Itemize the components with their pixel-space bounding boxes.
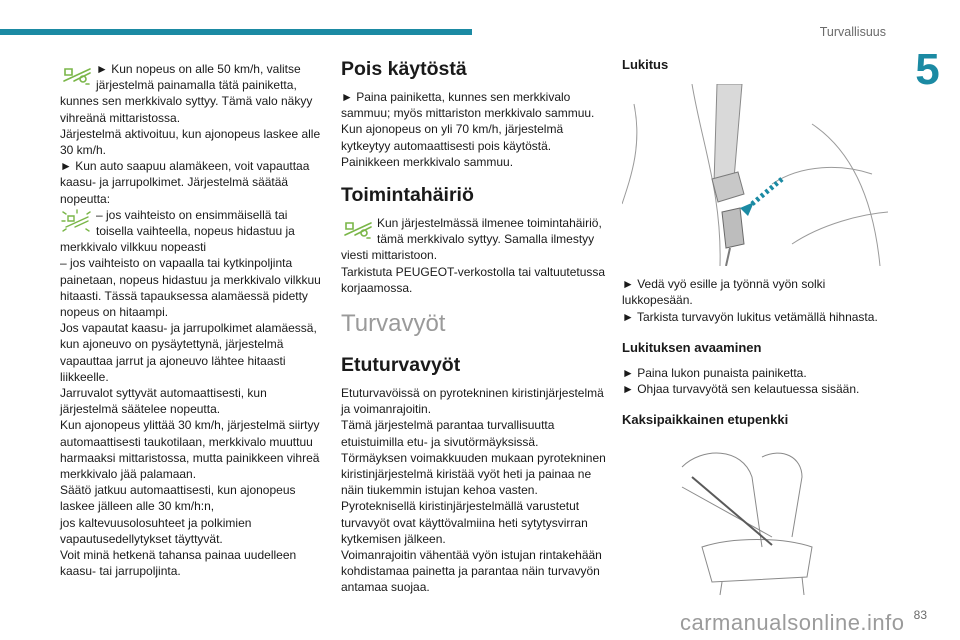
column-1 [60,61,326,580]
indicator-paragraph [60,207,326,239]
paragraph: merkkivalo vilkkuu nopeasti [60,240,207,255]
hill-descent-indicator-icon [60,61,94,89]
paragraph: Voit minä hetkenä tahansa painaa uudelleen kaasu- tai jarrupoljinta. [60,548,297,579]
text-line: Kun järjestelmässä ilmenee toimintahäiriö, [377,216,602,231]
paragraph: jos kaltevuusolosuhteet ja polkimien vapautusedellytykset täyttyvät. [60,515,252,546]
text-line: järjestelmä painamalla tätä painiketta, [96,78,297,93]
paragraph: ► Ohjaa turvavyötä sen kelautuessa sisään. [622,382,860,397]
bench-seat-illustration [622,437,888,597]
paragraph: Törmäyksen voimakkuuden mukaan pyrotekninen kiristinjärjestelmä kiristää vyöt heti ja painaa ne näin tiukemmin istujan kehoa vasten. [341,450,606,498]
column-3 [622,56,888,601]
page-number: 83 [913,608,927,622]
indicator-paragraph [60,61,326,93]
paragraph: ► Tarkista turvavyön lukitus vetämällä hihnasta. [622,309,878,324]
paragraph: Tarkistuta PEUGEOT-verkostolla tai valtuutetussa korjaamossa. [341,264,606,295]
paragraph: – jos vaihteisto on vapaalla tai kytkinpoljinta painetaan, nopeus hidastuu ja merkkivalo vilkkuu hitaasti. Tässä tapauksessa alamäessä pidetty nopeus on hitaampi. [60,256,321,320]
paragraph: ► Vedä vyö esille ja työnnä vyön solki lukkopesään. [622,277,826,308]
paragraph: Järjestelmä aktivoituu, kun ajonopeus laskee alle 30 km/h. [60,126,321,158]
paragraph: Etuturvavöissä on pyrotekninen kiristinjärjestelmä ja voimanrajoitin. [341,386,604,417]
text-line: – jos vaihteisto on ensimmäisellä tai [96,207,288,222]
text-line: toisella vaihteella, nopeus hidastuu ja [96,224,295,239]
paragraph: Voimanrajoitin vähentää vyön istujan rintakehään kohdistamaa painetta ja parantaa näin turvavyön antamaa suojaa. [341,548,602,595]
paragraph: Pyroteknisellä kiristinjärjestelmällä varustetut turvavyöt ovat käyttövalmiina heti sytytysvirran kytkemisen jälkeen. [341,499,588,546]
paragraph: Kun ajonopeus on yli 70 km/h, järjestelmä kytkeytyy automaattisesti pois käytöstä. [341,122,564,153]
column-2 [341,56,607,596]
heading-fault: Toimintahäiriö [341,184,474,207]
text-line: ► Kun nopeus on alle 50 km/h, valitse [96,62,301,76]
hill-descent-fault-icon [341,215,375,243]
heading-bench: Kaksipaikkainen etupenkki [622,412,789,428]
paragraph: Tämä järjestelmä parantaa turvallisuutta etuistuimilla etu- ja sivutörmäyksissä. [341,418,555,449]
text-line: tämä merkkivalo syttyy. Samalla ilmestyy [377,232,595,247]
paragraph: ► Kun auto saapuu alamäkeen, voit vapauttaa kaasu- ja jarrupolkimet. Järjestelmä säätää nopeutta: [60,159,310,206]
paragraph: Jarruvalot syttyvät automaattisesti, kun järjestelmä säätelee nopeutta. [60,386,267,417]
paragraph: Jos vapautat kaasu- ja jarrupolkimet alamäessä, kun ajoneuvo on pysäytettynä, järjestelmä vapauttaa jarrut ja ajoneuvo lähtee hitaasti liikkeelle. [60,321,317,384]
chapter-number: 5 [915,45,940,94]
heading-lock: Lukitus [622,57,669,72]
chapter-heading-seatbelts: Turvavyöt [341,310,446,338]
seatbelt-lock-illustration [622,84,888,266]
paragraph: Kun ajonopeus ylittää 30 km/h, järjestelmä siirtyy automaattisesti taukotilaan, merkkivalo muuttuu harmaaksi mittaristossa, mutta painikkeen vihreä merkkivalo jää palamaan. [60,418,320,482]
heading-front-belts: Etuturvavyöt [341,354,461,377]
section-title: Turvallisuus [819,25,886,39]
header-accent-bar [0,29,472,35]
heading-unlock: Lukituksen avaaminen [622,339,762,355]
hill-descent-flashing-icon [60,207,94,235]
paragraph: ► Paina lukon punaista painiketta. [622,365,807,380]
paragraph: kunnes sen merkkivalo syttyy. Tämä valo näkyy vihreänä mittaristossa. [60,94,313,125]
paragraph: Painikkeen merkkivalo sammuu. [341,154,514,169]
paragraph: ► Paina painiketta, kunnes sen merkkivalo sammuu; myös mittariston merkkivalo sammuu. [341,90,595,121]
watermark: carmanualsonline.info [680,610,905,635]
paragraph: Säätö jatkuu automaattisesti, kun ajonopeus laskee jälleen alle 30 km/h:n, [60,483,296,514]
heading-off: Pois käytöstä [341,58,467,80]
fault-paragraph [341,215,607,247]
paragraph: viesti mittaristoon. [341,248,438,263]
